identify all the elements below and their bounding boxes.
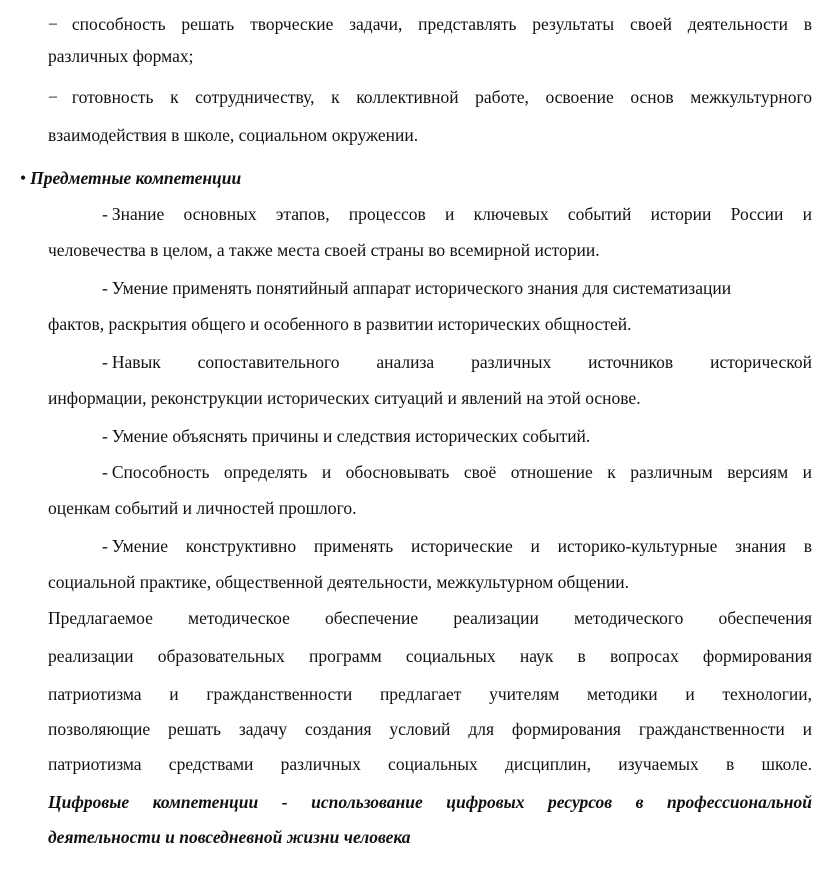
intro-item-2-line-2: взаимодействия в школе, социальном окружении. <box>48 125 419 145</box>
intro-item-1-line-1 <box>48 13 812 35</box>
subject-item-2-line-1 <box>102 277 812 299</box>
dash-marker: - <box>102 426 108 446</box>
intro-item-1-line-2: различных формах; <box>48 46 194 66</box>
subject-item-1-text: Знание основных этапов, процессов и ключевых событий истории России и <box>111 204 812 224</box>
subject-item-1-line-2: человечества в целом, а также места своей страны во всемирной истории. <box>48 240 600 260</box>
subject-item-4-text: Умение объяснять причины и следствия исторических событий. <box>111 426 591 446</box>
subject-competencies-heading <box>20 167 812 189</box>
paragraph-line-3: патриотизма и гражданственности предлагает учителям методики и технологии, <box>48 684 812 704</box>
dash-marker: - <box>102 536 108 556</box>
dash-marker: − <box>48 14 58 34</box>
subject-item-5-text: Способность определять и обосновывать своё отношение к различным версиям и <box>111 462 812 482</box>
subject-item-1-line-1 <box>102 203 812 225</box>
subject-item-5-line-2: оценкам событий и личностей прошлого. <box>48 498 357 518</box>
intro-item-2-line-1 <box>48 86 812 108</box>
digital-competencies-heading-line-1: Цифровые компетенции - использование цифровых ресурсов в профессиональной <box>48 792 812 812</box>
dash-marker: - <box>102 462 108 482</box>
subject-item-2-text: Умение применять понятийный аппарат исторического знания для систематизации <box>111 278 732 298</box>
subject-item-4-line-1 <box>102 425 812 447</box>
subject-item-3-text: Навык сопоставительного анализа различных источников исторической <box>111 352 812 372</box>
subject-item-3-line-2: информации, реконструкции исторических ситуаций и явлений на этой основе. <box>48 388 641 408</box>
dash-marker: - <box>102 278 108 298</box>
subject-item-6-line-2: социальной практике, общественной деятельности, межкультурном общении. <box>48 572 630 592</box>
dash-marker: - <box>102 352 108 372</box>
dash-marker: - <box>102 204 108 224</box>
paragraph-line-4: позволяющие решать задачу создания условий для формирования гражданственности и <box>48 719 812 739</box>
subject-item-5-line-1 <box>102 461 812 483</box>
intro-item-2-text: готовность к сотрудничеству, к коллективной работе, освоение основ межкультурного <box>71 87 812 107</box>
subject-competencies-title: Предметные компетенции <box>30 168 242 188</box>
bullet-marker: • <box>20 168 27 188</box>
subject-item-3-line-1 <box>102 351 812 373</box>
subject-item-2-line-2: фактов, раскрытия общего и особенного в развитии исторических общностей. <box>48 314 632 334</box>
digital-competencies-heading-line-2: деятельности и повседневной жизни человека <box>48 827 411 847</box>
subject-item-6-line-1 <box>102 535 812 557</box>
paragraph-line-1: Предлагаемое методическое обеспечение реализации методического обеспечения <box>48 608 812 628</box>
dash-marker: − <box>48 87 58 107</box>
intro-item-1-text: способность решать творческие задачи, представлять результаты своей деятельности в <box>71 14 812 34</box>
subject-item-6-text: Умение конструктивно применять исторические и историко-культурные знания в <box>111 536 812 556</box>
paragraph-line-5: патриотизма средствами различных социальных дисциплин, изучаемых в школе. <box>48 754 812 774</box>
paragraph-line-2: реализации образовательных программ социальных наук в вопросах формирования <box>48 646 812 666</box>
